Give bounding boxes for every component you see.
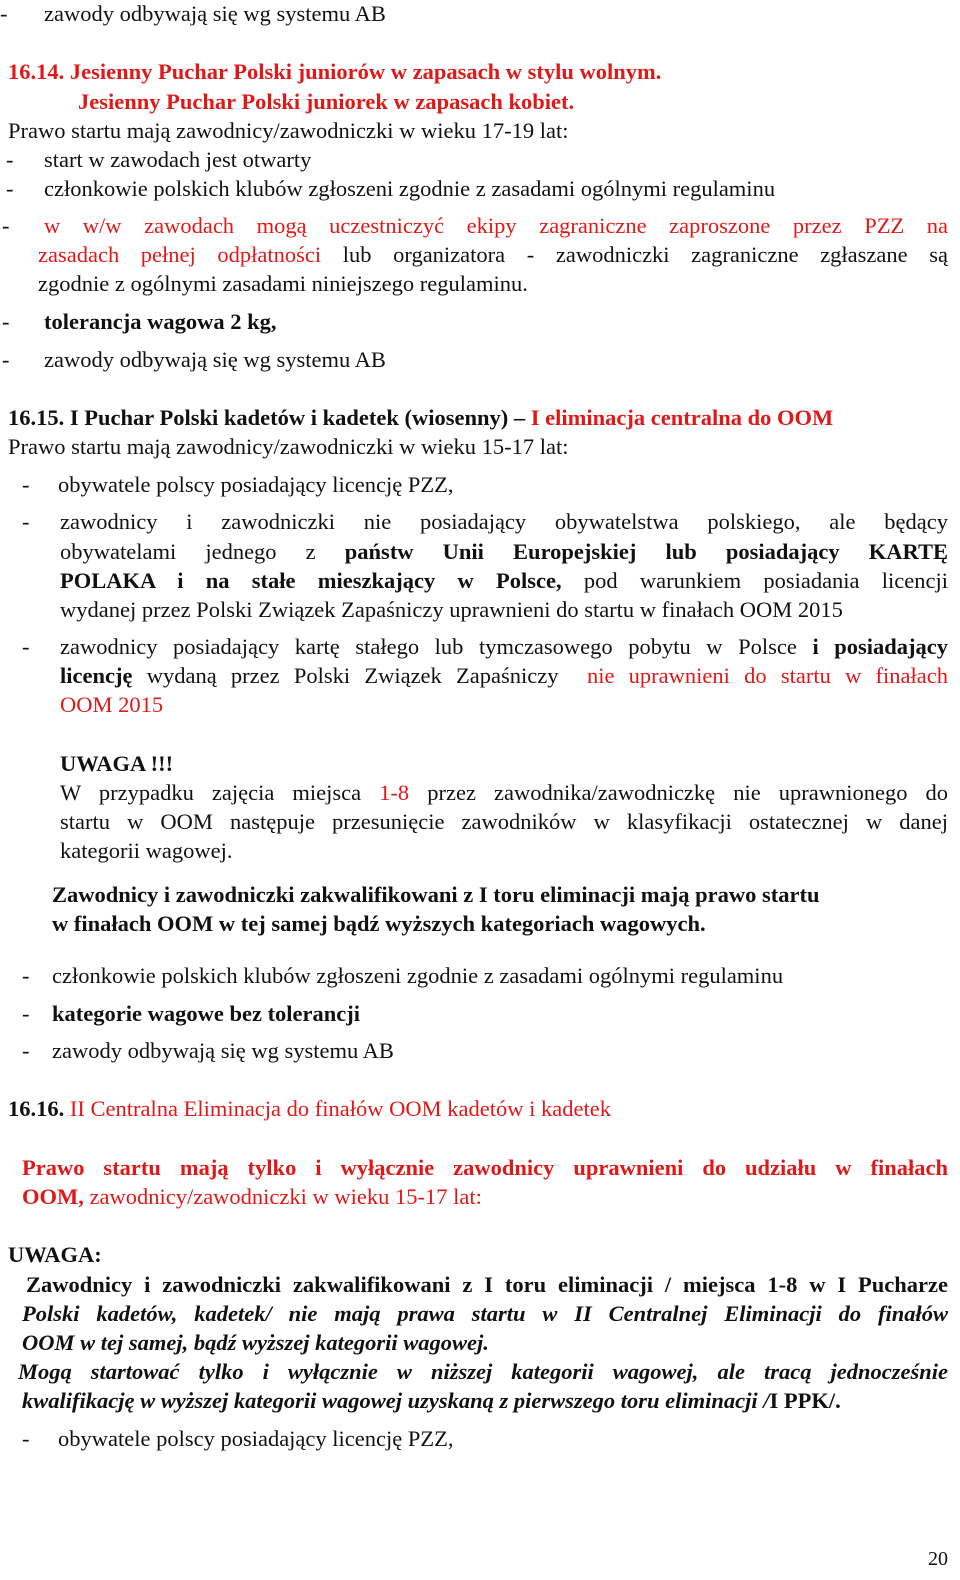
paragraph-line: startu w OOM następuje przesunięcie zawodników w klasyfikacji ostatecznej w danej <box>60 809 948 834</box>
intro-text: Prawo startu mają zawodnicy/zawodniczki w wieku 17-19 lat: <box>8 118 569 143</box>
paragraph-line: Polski kadetów, kadetek/ nie mają prawa startu w II Centralnej Eliminacji do finałów <box>22 1301 948 1326</box>
section-heading-16-14: 16.14. Jesienny Puchar Polski juniorów w zapasach w stylu wolnym. <box>8 59 662 84</box>
paragraph-line: zawodnicy posiadający kartę stałego lub tymczasowego pobytu w Polsce i posiadający <box>60 634 949 659</box>
uwaga-heading: UWAGA !!! <box>60 751 174 776</box>
paragraph-line: kwalifikację w wyższej kategorii wagowej uzyskaną z pierwszego toru eliminacji /I PPK/. <box>22 1388 841 1413</box>
paragraph-line: Prawo startu mają tylko i wyłącznie zawodnicy uprawnieni do udziału w finałach <box>22 1155 948 1180</box>
paragraph-line: w w/w zawodach mogą uczestniczyć ekipy zagraniczne zaproszone przez PZZ na <box>44 213 948 238</box>
bold-note-line2: w finałach OOM w tej samej bądź wyższych kategoriach wagowych. <box>52 911 706 936</box>
paragraph-line: wydanej przez Polski Związek Zapaśniczy uprawnieni do startu w finałach OOM 2015 <box>60 597 843 622</box>
paragraph-line: zasadach pełnej odpłatności lub organizatora - zawodniczki zagraniczne zgłaszane są <box>38 242 948 267</box>
document-page: - zawody odbywają się wg systemu AB 16.14. Jesienny Puchar Polski juniorów w zapasach w stylu wolnym. Jesienny Puchar Polski juniorek w zapasach kobiet. Prawo startu mają zawodnicy/zawodniczki w wieku 17-19 lat: - start w zawodach jest otwarty - członkowie polskich klubów zgłoszeni zgodnie z zasadami ogólnymi regulaminu - w w/w zawodach mogą uczestniczyć ekipy zagraniczne zaproszone przez PZZ na zasadach pełnej odpłatności lub organizatora - zawodniczki zagraniczne zgłaszane są zgodnie z ogólnymi zasadami niniejszego regulaminu. - tolerancja wagowa 2 kg, - zawody odbywają się wg systemu AB 16.15. I Puchar Polski kadetów i kadetek (wiosenny) – I eliminacja centralna do OOM Prawo startu mają zawodnicy/zawodniczki w wieku 15-17 lat: - obywatele polscy posiadający licencję PZZ, - zawodnicy i zawodniczki nie posiadający obywatelstwa polskiego, ale będący obywatelami jednego z państw Unii Europejskiej lub posiadający KARTĘ POLAKA i na stałe mieszkający w Polsce, pod warunkiem posiadania licencji wydanej przez Polski Związek Zapaśniczy uprawnieni do startu w finałach OOM 2015 - zawodnicy posiadający kartę stałego lub tymczasowego pobytu w Polsce i posiadający licencję wydaną przez Polski Związek Zapaśniczy nie uprawnieni do startu w finałach OOM 2015 UWAGA !!! W przypadku zajęcia miejsca 1-8 przez zawodnika/zawodniczkę nie uprawnionego do startu w OOM następuje przesunięcie zawodników w klasyfikacji ostatecznej w danej kategorii wagowej. Zawodnicy i zawodniczki zakwalifikowani z I toru eliminacji mają prawo startu w finałach OOM w tej samej bądź wyższych kategoriach wagowych. - członkowie polskich klubów zgłoszeni zgodnie z zasadami ogólnymi regulaminu - kategorie wagowe bez tolerancji - zawody odbywają się wg systemu AB 16.16. II Centralna Eliminacja do finałów OOM kadetów i kadetek Prawo startu mają tylko i wyłącznie zawodnicy uprawnieni do udziału w finałach OOM, zawodnicy/zawodniczki w wieku 15-17 lat: UWAGA: Zawodnicy i zawodniczki zakwalifikowani z I toru eliminacji / miejsca 1-8 w I Pucharze Polski kadetów, kadetek/ nie mają prawa startu w II Centralnej Eliminacji do finałów OOM w tej samej, bądź wyższej kategorii wagowej. Mogą startować tylko i wyłącznie w niższej kategorii wagowej, ale tracą jednocześnie kwalifikację w wyższej kategorii wagowej uzyskaną z pierwszego toru eliminacji /I PPK/. - obywatele polscy posiadający licencję PZZ, 20 <box>0 1 949 1570</box>
paragraph-line: licencję wydaną przez Polski Związek Zapaśniczy nie uprawnieni do startu w finałach <box>60 663 949 688</box>
paragraph-line: Zawodnicy i zawodniczki zakwalifikowani z I toru eliminacji / miejsca 1-8 w I Pucharze <box>26 1272 948 1297</box>
paragraph-line: POLAKA i na stałe mieszkający w Polsce, pod warunkiem posiadania licencji <box>60 568 949 593</box>
uwaga-heading: UWAGA: <box>8 1242 102 1267</box>
paragraph-line: zgodnie z ogólnymi zasadami niniejszego regulaminu. <box>38 271 528 296</box>
paragraph-line: OOM, zawodnicy/zawodniczki w wieku 15-17 lat: <box>22 1184 482 1209</box>
section-heading-16-14-line2: Jesienny Puchar Polski juniorek w zapasach kobiet. <box>78 89 575 114</box>
section-heading-16-15: 16.15. I Puchar Polski kadetów i kadetek (wiosenny) – I eliminacja centralna do OOM <box>8 405 834 430</box>
page-number: 20 <box>928 1548 948 1570</box>
paragraph-line: OOM w tej samej, bądź wyższej kategorii wagowej. <box>22 1330 489 1355</box>
paragraph-line: zawodnicy i zawodniczki nie posiadający obywatelstwa polskiego, ale będący <box>60 509 948 534</box>
paragraph-line: obywatelami jednego z państw Unii Europejskiej lub posiadający KARTĘ <box>60 539 948 564</box>
bold-note-line1: Zawodnicy i zawodniczki zakwalifikowani z I toru eliminacji mają prawo startu <box>52 882 820 907</box>
intro-text: Prawo startu mają zawodnicy/zawodniczki w wieku 15-17 lat: <box>8 434 569 459</box>
paragraph-line: kategorii wagowej. <box>60 838 233 863</box>
section-heading-16-16: 16.16. II Centralna Eliminacja do finałów OOM kadetów i kadetek <box>8 1096 611 1121</box>
paragraph-line: Mogą startować tylko i wyłącznie w niższej kategorii wagowej, ale tracą jednocześnie <box>18 1359 948 1384</box>
paragraph-line: OOM 2015 <box>60 692 164 717</box>
paragraph-line: W przypadku zajęcia miejsca 1-8 przez zawodnika/zawodniczkę nie uprawnionego do <box>60 780 949 805</box>
